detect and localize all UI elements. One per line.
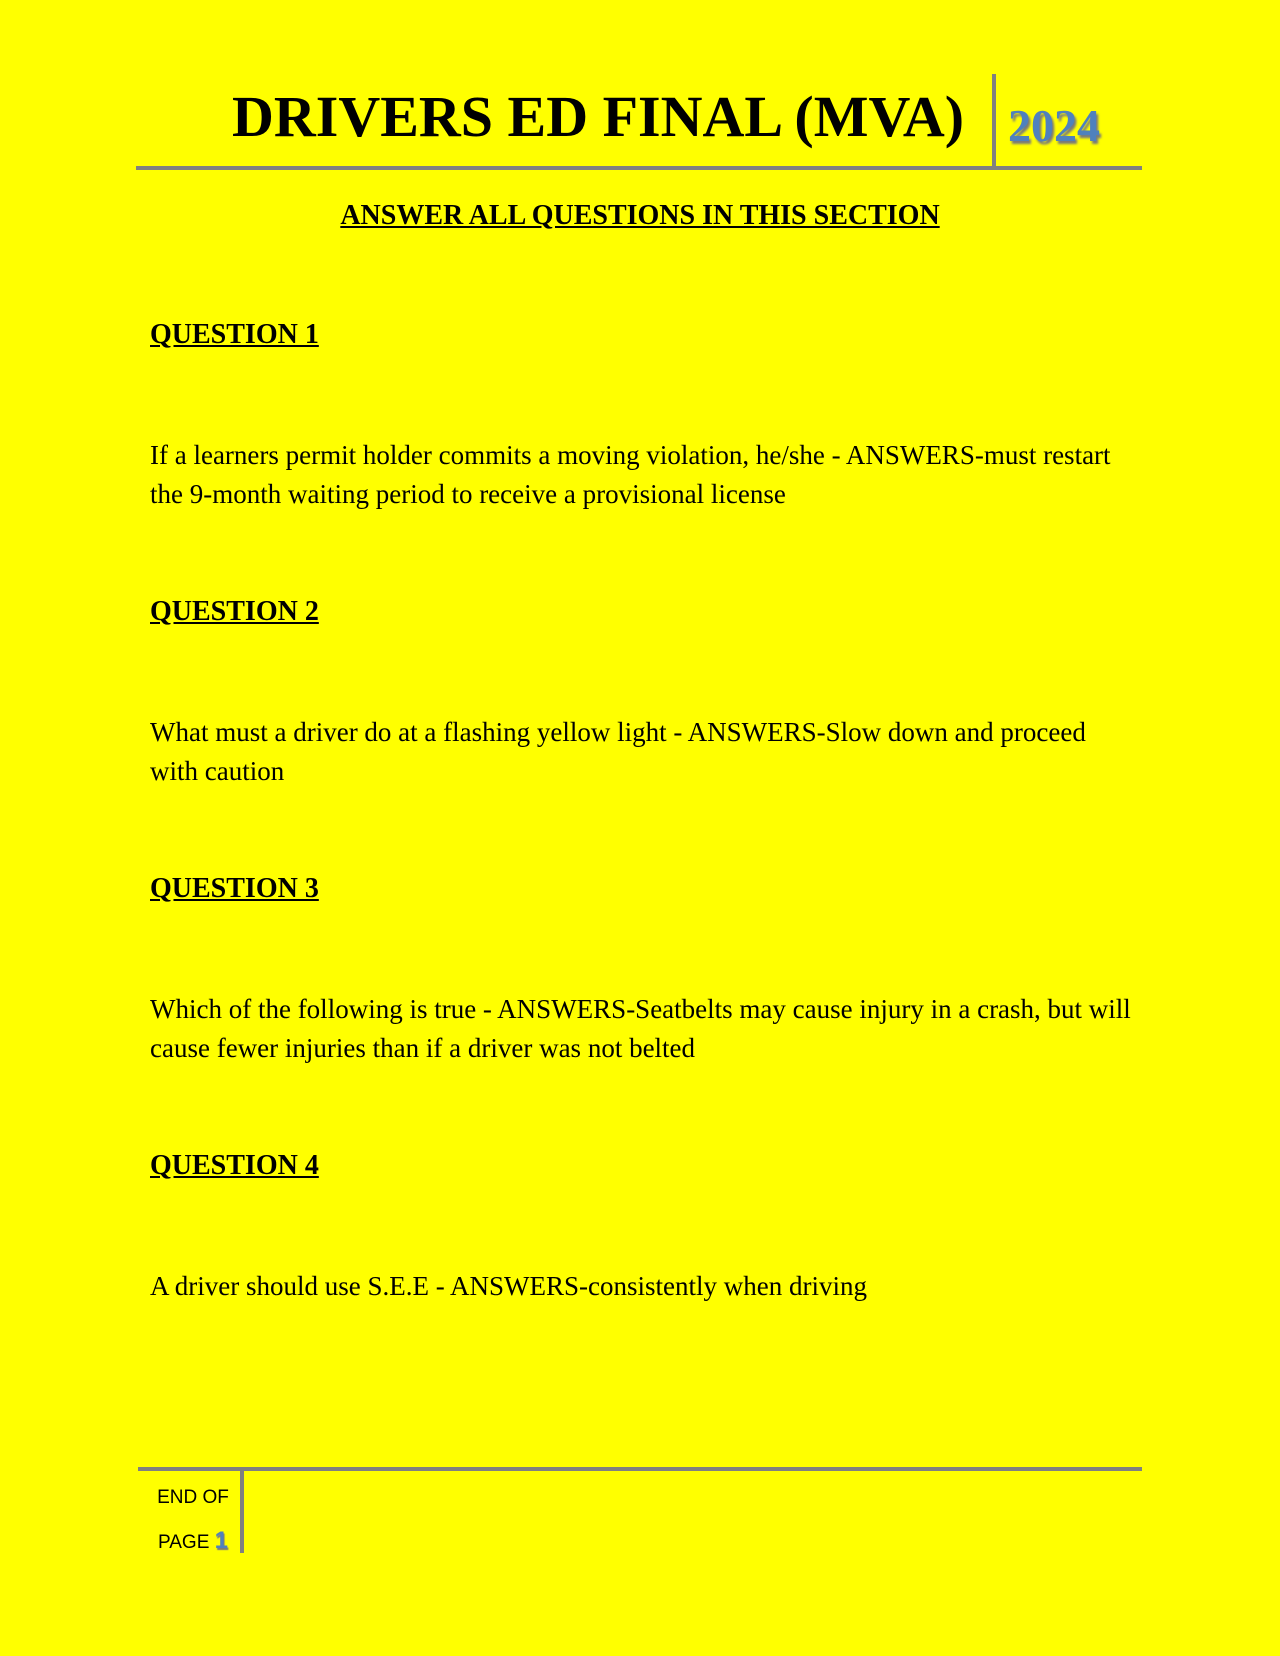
footer-divider: [240, 1471, 244, 1553]
footer-page-line: [150, 1519, 236, 1564]
footer-end-of: END OF: [157, 1487, 229, 1508]
question-1-label: QUESTION 1: [150, 319, 319, 350]
question-2-label: QUESTION 2: [150, 596, 319, 627]
question-2-text: What must a driver do at a flashing yellow light - ANSWERS-Slow down and proceed with caution: [150, 717, 1086, 786]
footer-rule: [138, 1467, 1142, 1471]
document-title: DRIVERS ED FINAL (MVA): [232, 84, 965, 149]
header-divider: [992, 74, 996, 168]
page-footer: [150, 1476, 236, 1564]
footer-page-label: PAGE: [157, 1532, 210, 1553]
question-3-label: QUESTION 3: [150, 873, 319, 904]
header-year: 2024: [1008, 100, 1100, 151]
section-heading: ANSWER ALL QUESTIONS IN THIS SECTION: [340, 200, 940, 231]
question-4-label: QUESTION 4: [150, 1150, 319, 1181]
question-4-text: A driver should use S.E.E - ANSWERS-consistently when driving: [150, 1271, 867, 1301]
header-rule: [136, 166, 1142, 170]
question-3-text: Which of the following is true - ANSWERS-Seatbelts may cause injury in a crash, but will cause fewer injuries than if a driver was not belted: [150, 994, 1131, 1063]
question-1-text: If a learners permit holder commits a moving violation, he/she - ANSWERS-must restart the 9-month waiting period to receive a provisional license: [150, 440, 1111, 509]
footer-page-number: 1: [214, 1527, 229, 1554]
